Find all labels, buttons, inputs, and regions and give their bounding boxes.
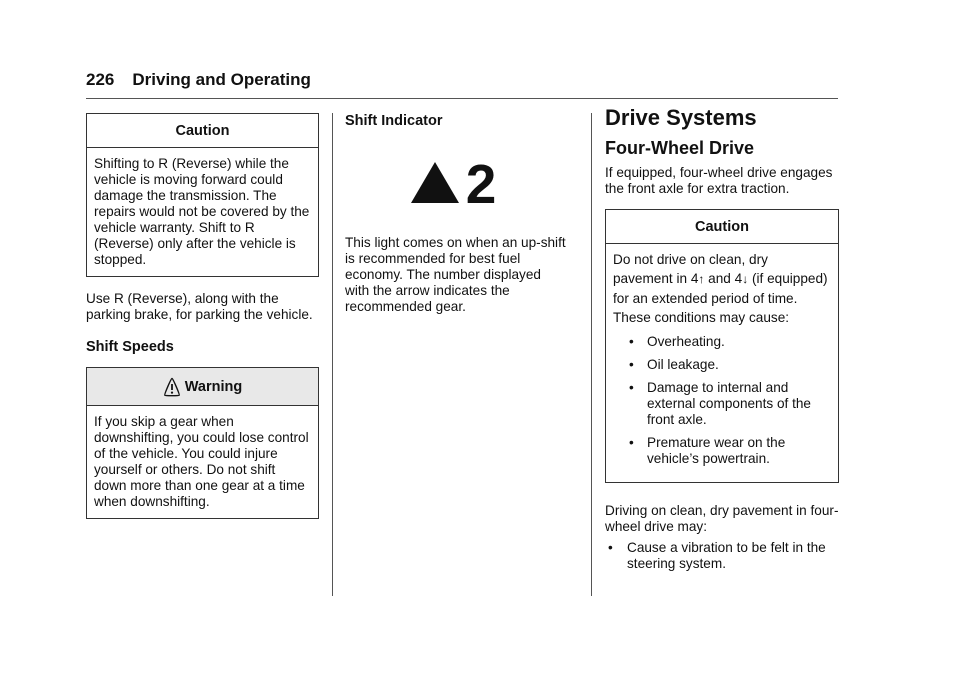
column-divider bbox=[332, 113, 333, 596]
warning-box bbox=[86, 367, 319, 519]
caution-list bbox=[613, 334, 831, 467]
four-wheel-intro: If equipped, four-wheel drive engages the front axle for extra traction. bbox=[605, 165, 833, 196]
warning-title: Warning bbox=[184, 379, 243, 395]
shift-indicator-text: This light comes on when an up-shift is recommended for best fuel economy. The number displayed with the arrow indicates the recommended gear. bbox=[345, 235, 566, 314]
bullet-icon: • bbox=[629, 380, 634, 395]
caution-box-4wd bbox=[605, 209, 839, 483]
warning-triangle-icon bbox=[163, 377, 181, 397]
column-right bbox=[605, 105, 839, 577]
caution-text: Shifting to R (Reverse) while the vehicle is moving forward could damage the transmission. The repairs would not be covered by the vehicle warranty. Shift to R (Reverse) only after the vehicle is stopped. bbox=[94, 156, 310, 267]
list-item: • Damage to internal and external components of the front axle. bbox=[629, 380, 811, 427]
column-middle bbox=[345, 113, 567, 315]
caution-box bbox=[86, 113, 319, 277]
list-item: • Oil leakage. bbox=[629, 357, 719, 372]
page-number: 226 bbox=[86, 70, 115, 89]
shift-speeds-heading: Shift Speeds bbox=[86, 339, 174, 355]
caution-text-4wd: Do not drive on clean, dry pavement in 4↑ and 4↓ (if equipped) for an extended period of time. These conditions may cause: bbox=[613, 252, 828, 325]
caution-title-4wd: Caution bbox=[606, 210, 838, 244]
arrow-up-icon: ↑ bbox=[698, 272, 705, 286]
warning-header bbox=[87, 368, 318, 406]
four-wheel-drive-heading: Four-Wheel Drive bbox=[605, 138, 755, 158]
column-divider bbox=[591, 113, 592, 596]
shift-indicator-heading: Shift Indicator bbox=[345, 113, 443, 129]
list-item: • Overheating. bbox=[629, 334, 725, 349]
indicator-gear-digit: 2 bbox=[465, 159, 497, 205]
column-left bbox=[86, 113, 319, 519]
bullet-icon: • bbox=[629, 357, 634, 372]
effects-list bbox=[605, 540, 839, 572]
bullet-icon: • bbox=[629, 435, 634, 450]
bullet-icon: • bbox=[608, 540, 613, 555]
arrow-down-icon: ↓ bbox=[742, 272, 749, 286]
shift-indicator-symbol bbox=[345, 159, 567, 205]
bullet-icon: • bbox=[629, 334, 634, 349]
caution-title: Caution bbox=[87, 114, 318, 148]
caution-body-4wd bbox=[606, 244, 838, 482]
reverse-paragraph: Use R (Reverse), along with the parking brake, for parking the vehicle. bbox=[86, 291, 313, 322]
page-header bbox=[86, 70, 311, 90]
header-rule bbox=[86, 98, 838, 99]
list-item: • Cause a vibration to be felt in the steering system. bbox=[608, 540, 826, 571]
warning-text: If you skip a gear when downshifting, you could lose control of the vehicle. You could injure yourself or others. Do not shift down more than one gear at a time when downshifting. bbox=[94, 414, 309, 509]
dry-pavement-paragraph: Driving on clean, dry pavement in four-wheel drive may: bbox=[605, 503, 839, 534]
upshift-arrow-icon bbox=[410, 159, 502, 205]
list-item: • Premature wear on the vehicle’s powertrain. bbox=[629, 435, 786, 466]
drive-systems-heading: Drive Systems bbox=[605, 105, 757, 130]
chapter-title: Driving and Operating bbox=[132, 70, 311, 89]
